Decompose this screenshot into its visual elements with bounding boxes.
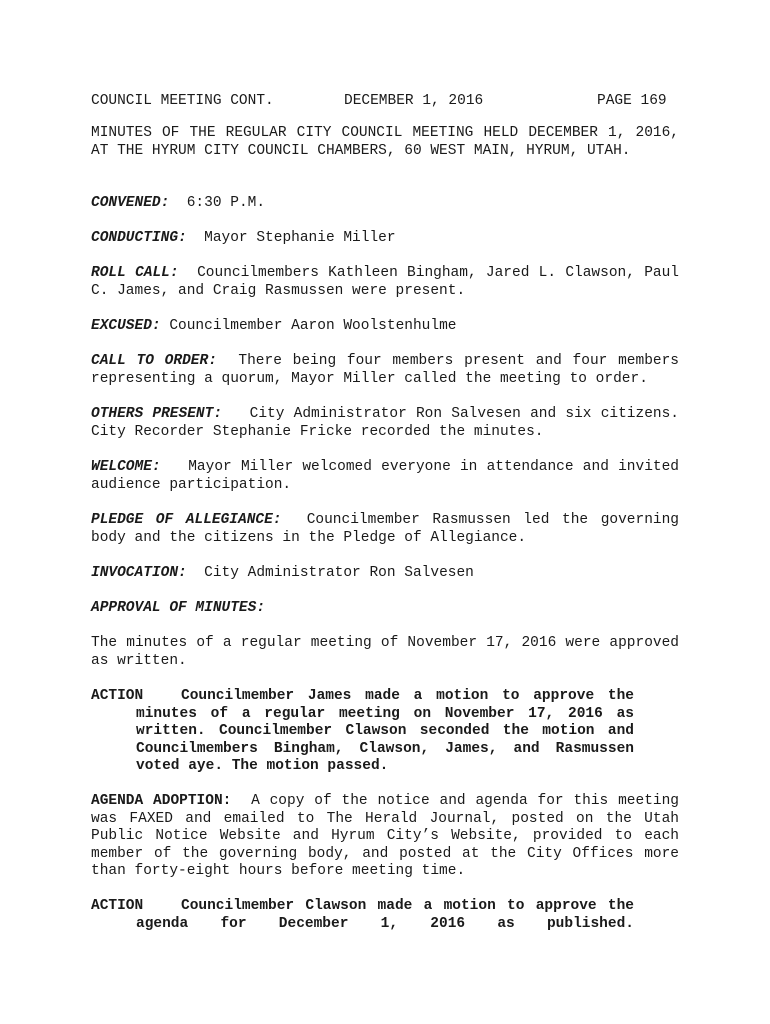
action-line: ACTION Councilmember Clawson made a motion to approve the <box>91 898 634 914</box>
convened-text: 6:30 P.M. <box>186 195 266 211</box>
pledge-label: PLEDGE OF ALLEGIANCE: <box>91 512 282 528</box>
action-label: ACTION <box>91 898 144 914</box>
intro-paragraph: MINUTES OF THE REGULAR CITY COUNCIL MEETING HELD DECEMBER 1, 2016, AT THE HYRUM CITY COUNCIL CHAMBERS, 60 WEST MAIN, HYRUM, UTAH. <box>91 125 679 159</box>
action-line: minutes of a regular meeting on November 17, 2016 as <box>136 705 634 722</box>
roll-call-text: Councilmembers Kathleen Bingham, Jared L. Clawson, Paul C. James, and Craig Rasmussen were present. <box>91 265 680 299</box>
others-present-section <box>91 406 679 441</box>
agenda-adoption-text: A copy of the notice and agenda for this meeting was FAXED and emailed to The Herald Journal, posted on the Utah Public Notice Website and Hyrum City’s Website, provided to each member of the governing body, and posted at the City Offices more than forty-eight hours before meeting time. <box>91 793 679 880</box>
conducting-section <box>91 230 679 248</box>
excused-label: EXCUSED: <box>91 318 161 334</box>
approval-of-minutes-label: APPROVAL OF MINUTES: <box>91 600 266 616</box>
others-present-label: OTHERS PRESENT: <box>91 406 223 422</box>
conducting-text: Mayor Stephanie Miller <box>204 230 396 246</box>
invocation-section <box>91 565 679 583</box>
agenda-adoption-label: AGENDA ADOPTION: <box>91 793 232 809</box>
action-line: voted aye. The motion passed. <box>136 758 389 775</box>
call-to-order-label: CALL TO ORDER: <box>91 353 217 369</box>
action-line: written. Councilmember Clawson seconded the motion and <box>136 723 634 740</box>
pledge-section <box>91 512 679 547</box>
approval-of-minutes-heading <box>91 600 679 618</box>
call-to-order-section <box>91 353 679 388</box>
roll-call-section <box>91 265 679 300</box>
minutes-paragraph: The minutes of a regular meeting of November 17, 2016 were approved as written. <box>91 635 679 669</box>
action-line: ACTION Councilmember James made a motion to approve the <box>91 688 634 704</box>
action-motion-minutes <box>91 688 634 776</box>
welcome-label: WELCOME: <box>91 459 161 475</box>
excused-section <box>91 318 679 336</box>
action-line: agenda for December 1, 2016 as published. <box>136 915 634 932</box>
welcome-text: Mayor Miller welcomed everyone in attendance and invited audience participation. <box>91 459 680 493</box>
pledge-text: Councilmember Rasmussen led the governing body and the citizens in the Pledge of Allegiance. <box>91 512 680 546</box>
excused-text: Councilmember Aaron Woolstenhulme <box>169 318 457 334</box>
invocation-text: City Administrator Ron Salvesen <box>204 565 474 581</box>
call-to-order-text: There being four members present and four members representing a quorum, Mayor Miller called the meeting to order. <box>91 353 680 387</box>
action-label: ACTION <box>91 688 144 704</box>
header-page-number: PAGE 169 <box>597 93 667 109</box>
action-motion-agenda <box>91 898 634 933</box>
welcome-section <box>91 459 679 494</box>
header-date: DECEMBER 1, 2016 <box>344 93 484 109</box>
convened-label: CONVENED: <box>91 195 170 211</box>
roll-call-label: ROLL CALL: <box>91 265 179 281</box>
header-title: COUNCIL MEETING CONT. <box>91 93 274 109</box>
agenda-adoption-section <box>91 793 679 881</box>
conducting-label: CONDUCTING: <box>91 230 187 246</box>
action-line: Councilmembers Bingham, Clawson, James, and Rasmussen <box>136 740 634 757</box>
others-present-text: City Administrator Ron Salvesen and six citizens. City Recorder Stephanie Fricke recorded the minutes. <box>91 406 680 440</box>
convened-section <box>91 195 679 213</box>
invocation-label: INVOCATION: <box>91 565 187 581</box>
